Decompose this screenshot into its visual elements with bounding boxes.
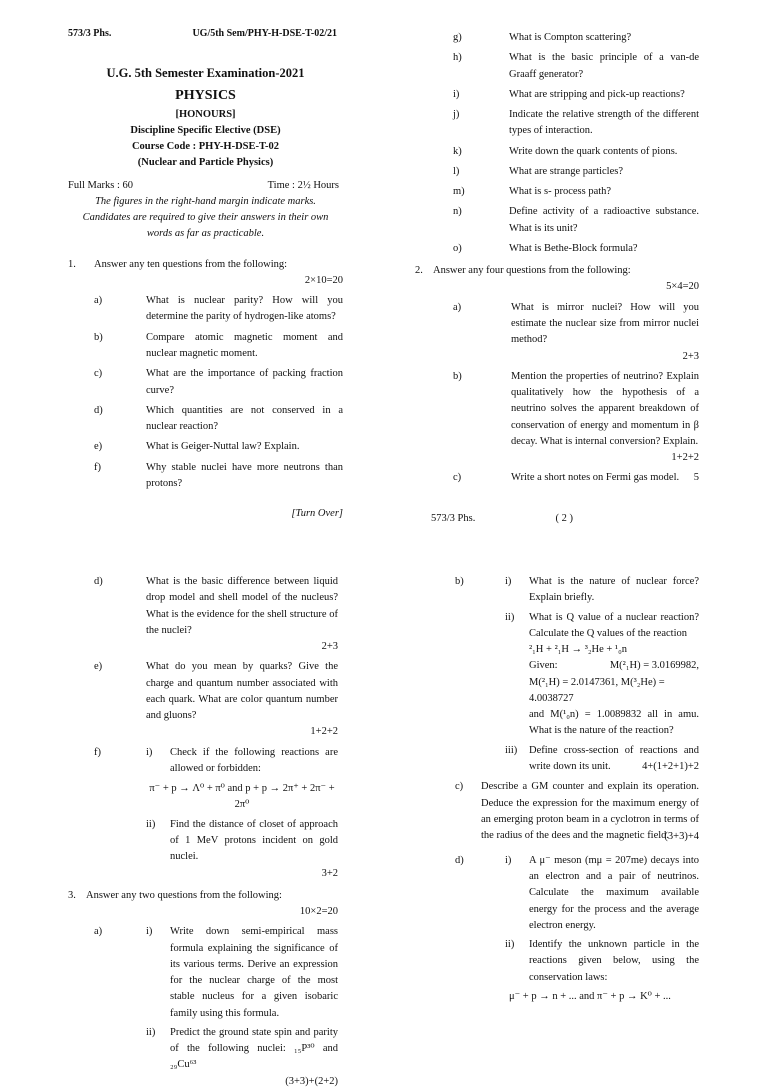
item-label: c): [455, 781, 464, 793]
sub-item-text: Identify the unknown particle in the reactions given below, using the conservation laws:: [529, 939, 699, 983]
sub-item-label: i): [505, 576, 512, 587]
question-item: [423, 87, 699, 103]
question-number: 3.: [68, 889, 76, 901]
question-marks: 5×4=20: [666, 281, 699, 293]
page-1: [68, 26, 343, 522]
given-value-1: M(²₁H) = 3.0169982,: [609, 660, 699, 672]
reaction-formula: π⁻ + p → Λ⁰ + π⁰ and p + p → 2π⁺ + 2π⁻ + 2π⁰: [149, 783, 335, 811]
subject-title: PHYSICS: [175, 87, 236, 103]
question-1: [68, 257, 343, 273]
question-item: [423, 30, 699, 46]
full-marks: Full Marks : 60: [68, 179, 134, 191]
item-marks: 3+2: [321, 867, 338, 879]
item-text: Define activity of a radioactive substance. What is its unit?: [509, 206, 699, 234]
item-label: d): [455, 854, 464, 866]
exam-title: U.G. 5th Semester Examination-2021: [106, 65, 305, 80]
question-3a-ii: [146, 1025, 338, 1074]
question-3d: [423, 853, 699, 1005]
question-item: [68, 330, 343, 363]
question-2c: [423, 470, 699, 486]
given-value-3: and M(¹₀n) = 1.0089832 all in amu. What is the nature of the reaction?: [529, 709, 699, 737]
sub-item-text: Write down semi-empirical mass formula explaining the significance of its various terms. Derive an expression for the nuclear charge of the most stable nucleus for a given isobaric family using this formula.: [170, 926, 338, 1019]
sub-item-text: Define cross-section of reactions and write down its unit.: [529, 744, 699, 772]
question-2a: [423, 300, 699, 349]
page-number: ( 2 ): [555, 512, 573, 524]
given-values-row: [505, 658, 699, 674]
honours-label: [HONOURS]: [175, 108, 236, 120]
question-marks: 10×2=20: [299, 906, 338, 918]
reaction-formula: μ⁻ + p → n + ... and π⁻ + p → K⁰ + ...: [509, 990, 671, 1002]
item-text: Describe a GM counter and explain its operation. Deduce the expression for the maximum energy of an emerging proton beam in a cyclotron in terms of the radius of the dees and the magnetic field.: [481, 781, 699, 842]
paper-number: 573/3 Phs.: [68, 28, 112, 39]
question-item: [68, 439, 343, 455]
item-text: What is the basic difference between liquid drop model and shell model of the nucleus? What is the evidence for the shell structure of the nuclei?: [146, 576, 338, 636]
question-2f-ii: [146, 817, 338, 866]
item-marks: 1+2+2: [671, 452, 699, 464]
given-value-2: M(²₁H) = 2.0147361, M(³₂He) = 4.0038727: [529, 676, 665, 704]
question-marks: 2×10=20: [304, 274, 343, 286]
item-label: k): [453, 145, 462, 157]
question-number: 1.: [68, 258, 76, 270]
item-text: What are the importance of packing fraction curve?: [146, 368, 343, 396]
item-text: What are stripping and pick-up reactions?: [509, 88, 685, 100]
page-3: [68, 570, 338, 1090]
question-item: [423, 144, 699, 160]
question-2e: [68, 659, 338, 724]
item-label: i): [453, 88, 460, 100]
page-header: [68, 26, 343, 42]
dse-label: Discipline Specific Elective (DSE): [130, 124, 281, 136]
item-label: c): [453, 472, 462, 484]
question-3b-i: [505, 574, 699, 607]
item-text: Mention the properties of neutrino? Explain qualitatively how the hypothesis of a neutrino solves the apparent breakdown of conservation of energy and momentum in β decay. What is internal conversion? Explain.: [511, 370, 699, 447]
item-label: b): [453, 370, 462, 382]
item-label: b): [94, 331, 103, 343]
item-label: m): [453, 186, 465, 198]
sub-item-text: A μ⁻ meson (mμ = 207me) decays into an electron and a pair of neutrinos. Calculate the maximum available energy for the process and the average electron energy.: [529, 854, 699, 931]
sub-item-text: What is the nature of nuclear force? Explain briefly.: [529, 576, 699, 604]
question-item: [423, 164, 699, 180]
item-label: o): [453, 242, 462, 254]
item-label: g): [453, 32, 462, 43]
question-item: [423, 50, 699, 83]
item-text: Why stable nuclei have more neutrons than protons?: [146, 461, 343, 489]
sub-item-text: Check if the following reactions are allowed or forbidden:: [170, 746, 338, 774]
question-1-items: [68, 293, 343, 492]
page-2: [415, 26, 699, 527]
sub-item-text: Find the distance of closet of approach of 1 MeV protons incident on gold nuclei.: [170, 818, 338, 863]
item-label: f): [94, 746, 101, 758]
question-item: [68, 403, 343, 436]
item-marks: 2+3: [321, 641, 338, 653]
sub-item-label: ii): [146, 818, 156, 830]
question-item: [68, 293, 343, 326]
question-3d-i: [505, 853, 699, 934]
item-text: Compare atomic magnetic moment and nuclear magnetic moment.: [146, 331, 343, 360]
course-code: Course Code : PHY-H-DSE-T-02: [131, 141, 280, 153]
sub-item-label: i): [146, 926, 153, 938]
item-text: What are strange particles?: [509, 165, 623, 177]
sub-item-text: Predict the ground state spin and parity of the following nuclei: ₁₅P³⁰ and ₂₉Cu⁶³: [170, 1026, 338, 1071]
question-text: Answer any four questions from the following:: [433, 265, 631, 277]
item-marks: 5: [693, 472, 699, 484]
question-2f-i: [146, 745, 338, 778]
question-item: [68, 460, 343, 493]
item-label: f): [94, 461, 101, 473]
reaction-equation: ²₁H + ²₁H → ³₂He + ¹₀n: [529, 644, 627, 656]
item-label: c): [94, 368, 103, 380]
page-footer: [423, 511, 699, 527]
question-1-items-cont: [423, 30, 699, 257]
item-text: What is Geiger-Nuttal law? Explain.: [146, 441, 300, 453]
item-label: l): [453, 165, 460, 177]
item-text: What is nuclear parity? How will you determine the parity of hydrogen-like atoms?: [146, 295, 343, 323]
item-label: b): [455, 576, 464, 587]
sub-item-label: i): [505, 854, 512, 866]
instructions-note: The figures in the right-hand margin indicate marks. Candidates are required to give their answers in their own words as far as practicable.: [82, 195, 329, 240]
question-number: 2.: [415, 265, 423, 277]
item-label: a): [453, 301, 462, 313]
paper-code: UG/5th Sem/PHY-H-DSE-T-02/21: [192, 28, 337, 39]
item-text: What do you mean by quarks? Give the charge and quantum number associated with each quark. What are color quantum number and gluons?: [146, 661, 338, 722]
given-label: Given:: [529, 660, 558, 672]
item-text: What is mirror nuclei? How will you estimate the nuclear size from mirror nuclei method?: [511, 301, 699, 346]
item-text: Write down the quark contents of pions.: [509, 145, 678, 157]
sub-item-label: ii): [146, 1026, 156, 1038]
question-item: [423, 204, 699, 237]
time-allowed: Time : 2½ Hours: [267, 179, 339, 191]
sub-item-label: i): [146, 746, 153, 758]
question-2b: [423, 369, 699, 450]
item-label: n): [453, 206, 462, 218]
item-label: e): [94, 661, 103, 673]
item-text: What is Compton scattering?: [509, 32, 632, 43]
item-text: Which quantities are not conserved in a nuclear reaction?: [146, 404, 343, 433]
sub-item-text: What is Q value of a nuclear reaction? Calculate the Q values of the reaction: [529, 611, 699, 639]
item-label: a): [94, 926, 103, 938]
question-3c: [423, 779, 699, 844]
question-3b: [423, 574, 699, 775]
item-text: Write a short notes on Fermi gas model.: [511, 472, 680, 484]
question-2d: [68, 574, 338, 639]
turn-over: [Turn Over]: [291, 508, 343, 520]
sub-item-label: ii): [505, 939, 515, 951]
item-label: e): [94, 441, 103, 453]
item-text: What is Bethe-Block formula?: [509, 242, 638, 254]
question-3: [68, 888, 338, 904]
question-3d-ii: [505, 937, 699, 986]
item-marks: (3+3)+(2+2): [285, 1075, 338, 1087]
footer-paper-number: 573/3 Phs.: [431, 512, 476, 524]
question-3b-ii: [505, 610, 699, 643]
question-item: [423, 241, 699, 257]
question-3a-i: [146, 924, 338, 1022]
item-text: What is the basic principle of a van-de Graaff generator?: [509, 52, 699, 80]
item-marks: 1+2+2: [310, 726, 338, 738]
question-item: [68, 366, 343, 399]
page-4: [423, 570, 699, 1005]
marks-row: [68, 178, 343, 194]
item-marks: 2+3: [682, 350, 699, 362]
question-3a: [68, 924, 338, 1073]
question-item: [423, 184, 699, 200]
item-text: What is s- process path?: [509, 186, 612, 198]
item-label: d): [94, 576, 103, 587]
item-label: d): [94, 404, 103, 416]
item-marks: 4+(1+2+1)+2: [642, 761, 699, 773]
question-item: [423, 107, 699, 140]
sub-item-label: ii): [505, 611, 515, 623]
item-marks: (3+3)+4: [664, 830, 699, 842]
question-text: Answer any two questions from the following:: [86, 889, 282, 901]
question-text: Answer any ten questions from the following:: [94, 258, 288, 270]
paper-name: (Nuclear and Particle Physics): [137, 157, 274, 169]
item-label: h): [453, 52, 462, 64]
item-label: a): [94, 295, 103, 307]
sub-item-label: iii): [505, 744, 518, 756]
question-2: [415, 263, 699, 279]
item-text: Indicate the relative strength of the different types of interaction.: [509, 109, 699, 137]
question-2f: [68, 745, 338, 866]
item-label: j): [453, 109, 460, 121]
